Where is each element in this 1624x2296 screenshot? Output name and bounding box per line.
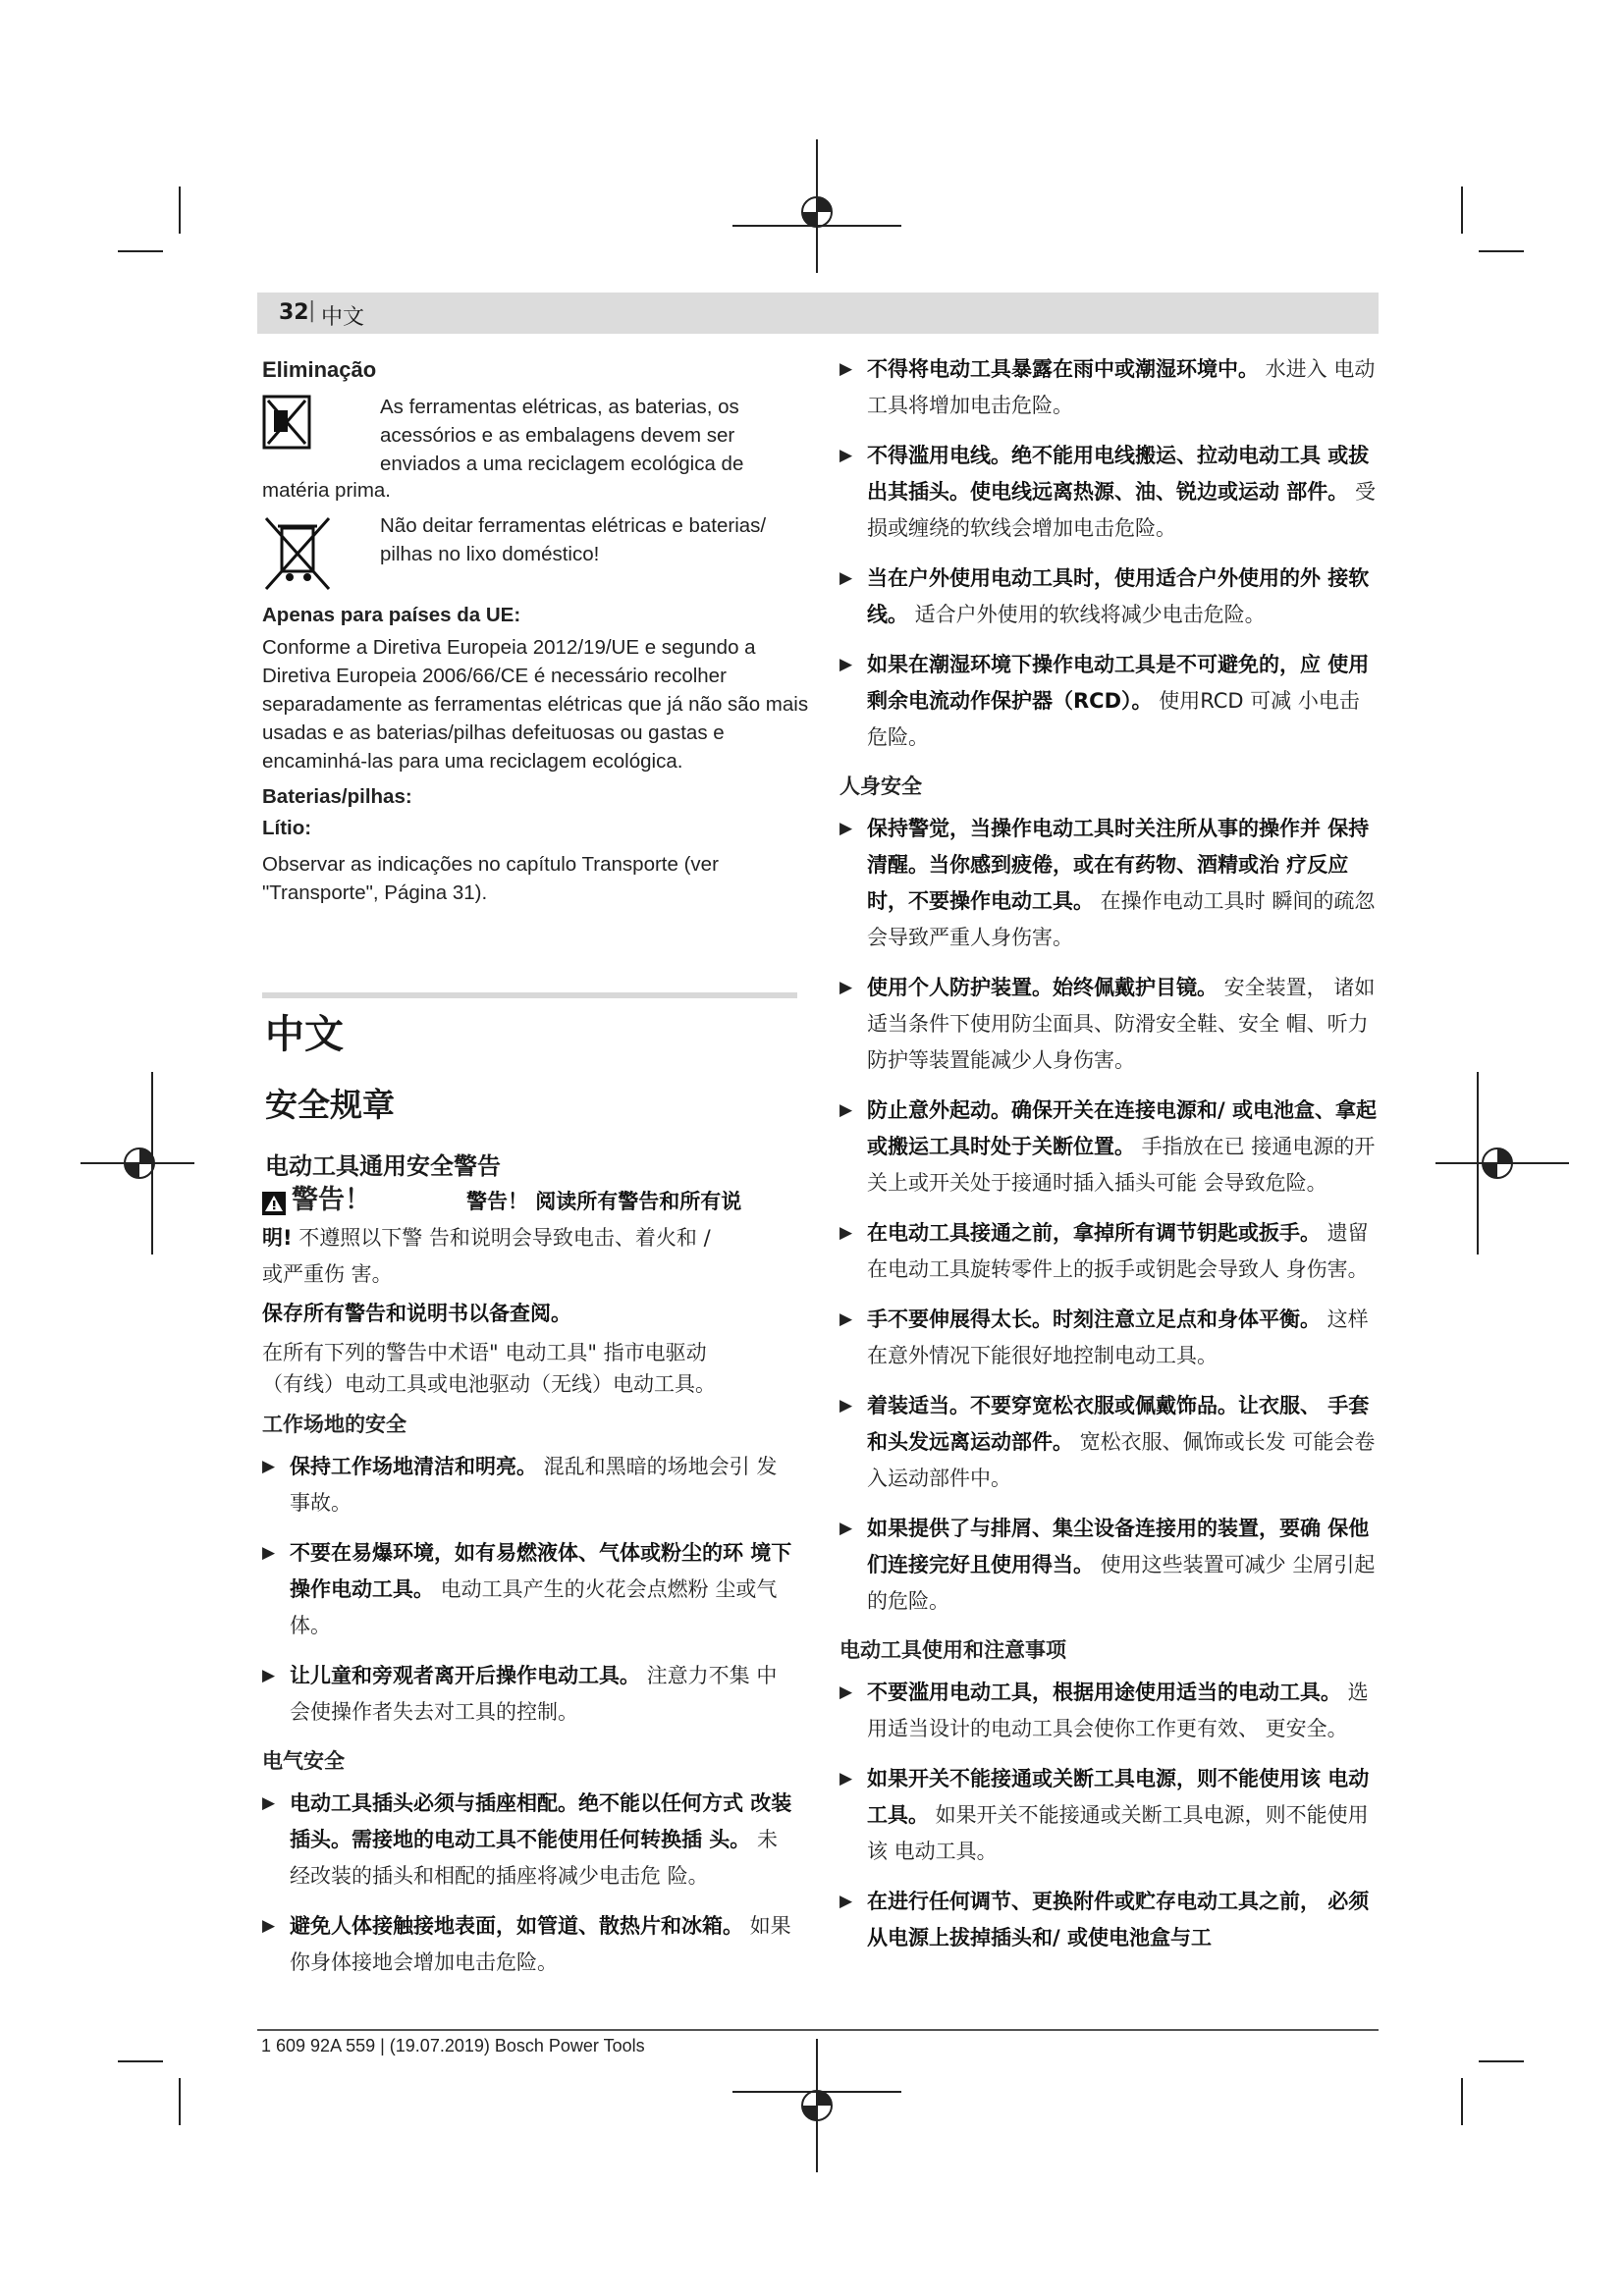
bullet-triangle-icon: ▶ bbox=[839, 1396, 853, 1415]
paragraph-lithium: Observar as indicações no capítulo Transporte (ver "Transporte", Página 31). bbox=[262, 853, 719, 904]
list-item: ▶ 不得滥用电线。绝不能用电线搬运、拉动电动工具 或拔出其插头。使电线远离热源、油、锐边或运动 部件。 受损或缠绕的软线会增加电击危险。 bbox=[839, 438, 1378, 547]
list-item: ▶ 使用个人防护装置。始终佩戴护目镜。 安全装置， 诸如适当条件下使用防尘面具、防滑安全鞋、安全 帽、听力防护等装置能减少人身伤害。 bbox=[839, 970, 1378, 1079]
crossed-bin-icon bbox=[262, 514, 333, 593]
crop-mark bbox=[179, 187, 181, 234]
list-item: ▶ 不要滥用电动工具，根据用途使用适当的电动工具。 选用适当设计的电动工具会使你工作更有效、 更安全。 bbox=[839, 1675, 1378, 1747]
page-footer: 1 609 92A 559 | (19.07.2019) Bosch Power Tools bbox=[261, 2036, 645, 2056]
header-separator: | bbox=[308, 298, 316, 323]
crop-mark bbox=[1461, 187, 1463, 234]
subsection-title-general-warnings: 电动工具通用安全警告 bbox=[265, 1152, 501, 1180]
left-column-lists bbox=[262, 1402, 797, 1995]
list-item: ▶ 如果提供了与排屑、集尘设备连接用的装置，要确 保他们连接完好且使用得当。 使用这些装置可减少 尘屑引起的危险。 bbox=[839, 1511, 1378, 1620]
registration-mark-icon bbox=[79, 1070, 196, 1256]
registration-mark-icon bbox=[729, 2037, 905, 2174]
registration-mark-icon bbox=[729, 137, 905, 275]
bullet-triangle-icon: ▶ bbox=[839, 1769, 853, 1789]
bullet-triangle-icon: ▶ bbox=[262, 1793, 276, 1813]
recycle-battery-icon bbox=[262, 393, 311, 452]
list-item: ▶ 如果在潮湿环境下操作电动工具是不可避免的，应 使用剩余电流动作保护器（RCD）。 使用RCD 可减 小电击危险。 bbox=[839, 647, 1378, 756]
page-number: 32 bbox=[279, 300, 309, 325]
section-title-batteries: Baterias/pilhas: bbox=[262, 785, 412, 808]
keep-instructions: 保存所有警告和说明书以备查阅。 bbox=[262, 1302, 571, 1325]
crop-mark bbox=[118, 250, 163, 252]
list-item: ▶ 在进行任何调节、更换附件或贮存电动工具之前， 必须从电源上拔掉插头和/ 或使电池盒与工 bbox=[839, 1884, 1378, 1956]
warning-block: 警告！ 警告！ 阅读所有警告和所有说 明! 不遵照以下警 告和说明会导致电击、着火和 / 或严重伤 害。 bbox=[262, 1184, 797, 1293]
paragraph-eu: Conforme a Diretiva Europeia 2012/19/UE e segundo a Diretiva Europeia 2006/66/CE é necessário recolher separadamente as ferramentas elétricas que já não são mais usadas e as baterias/pilhas defeituosas ou gastas e encaminhá-las para uma reciclagem ecológica. bbox=[262, 636, 809, 773]
personal-safety-title: 人身安全 bbox=[839, 774, 922, 798]
page-header bbox=[257, 293, 1379, 334]
list-item: ▶ 保持工作场地清洁和明亮。 混乱和黑暗的场地会引 发事故。 bbox=[262, 1449, 797, 1522]
list-item: ▶ 不得将电动工具暴露在雨中或潮湿环境中。 水进入 电动工具将增加电击危险。 bbox=[839, 351, 1378, 424]
bullet-triangle-icon: ▶ bbox=[839, 1223, 853, 1243]
electric-safety-title: 电气安全 bbox=[262, 1749, 345, 1773]
bullet-triangle-icon: ▶ bbox=[839, 568, 853, 588]
list-item: ▶ 不要在易爆环境，如有易燃液体、气体或粉尘的环 境下操作电动工具。 电动工具产生的火花会点燃粉 尘或气体。 bbox=[262, 1535, 797, 1644]
crop-mark bbox=[1461, 2078, 1463, 2125]
term-definition: 在所有下列的警告中术语" 电动工具" 指市电驱动 （有线）电动工具或电池驱动（无线）电动工具。 bbox=[262, 1341, 716, 1396]
list-item: ▶ 如果开关不能接通或关断工具电源，则不能使用该 电动工具。 如果开关不能接通或关断工具电源，则不能使用该 电动工具。 bbox=[839, 1761, 1378, 1870]
list-item: ▶ 电动工具插头必须与插座相配。绝不能以任何方式 改装插头。需接地的电动工具不能使用任何转换插 头。 未经改装的插头和相配的插座将减少电击危 险。 bbox=[262, 1786, 797, 1895]
bullet-triangle-icon: ▶ bbox=[839, 1519, 853, 1538]
crop-mark bbox=[118, 2060, 163, 2062]
section-title-eu: Apenas para países da UE: bbox=[262, 604, 521, 626]
section-title-elimination: Eliminação bbox=[262, 357, 377, 382]
tool-use-title: 电动工具使用和注意事项 bbox=[839, 1638, 1066, 1662]
bullet-triangle-icon: ▶ bbox=[839, 1100, 853, 1120]
list-item: ▶ 防止意外起动。确保开关在连接电源和/ 或电池盒、拿起或搬运工具时处于关断位置。 手指放在已 接通电源的开关上或开关处于接通时插入插头可能 会导致危险。 bbox=[839, 1093, 1378, 1201]
paragraph-no-household-waste: Não deitar ferramentas elétricas e baterias/ pilhas no lixo doméstico! bbox=[380, 514, 767, 565]
bullet-triangle-icon: ▶ bbox=[839, 1892, 853, 1911]
work-area-title: 工作场地的安全 bbox=[262, 1413, 406, 1436]
bullet-triangle-icon: ▶ bbox=[839, 819, 853, 838]
language-title: 中文 bbox=[265, 1012, 344, 1057]
list-item: ▶ 着装适当。不要穿宽松衣服或佩戴饰品。让衣服、 手套和头发远离运动部件。 宽松衣服、佩饰或长发 可能会卷入运动部件中。 bbox=[839, 1388, 1378, 1497]
bullet-triangle-icon: ▶ bbox=[262, 1543, 276, 1563]
bullet-triangle-icon: ▶ bbox=[839, 1682, 853, 1702]
crop-mark bbox=[1479, 250, 1524, 252]
crop-mark bbox=[179, 2078, 181, 2125]
footer-rule bbox=[257, 2029, 1379, 2031]
bullet-triangle-icon: ▶ bbox=[839, 655, 853, 674]
paragraph-recycling-tail: matéria prima. bbox=[262, 479, 392, 502]
list-item: ▶ 避免人体接触接地表面，如管道、散热片和冰箱。 如果你身体接地会增加电击危险。 bbox=[262, 1908, 797, 1981]
bullet-triangle-icon: ▶ bbox=[839, 1309, 853, 1329]
warning-triangle-icon bbox=[262, 1192, 286, 1215]
bullet-triangle-icon: ▶ bbox=[262, 1666, 276, 1685]
list-item: ▶ 在电动工具接通之前，拿掉所有调节钥匙或扳手。 遗留在电动工具旋转零件上的扳手或钥匙会导致人 身伤害。 bbox=[839, 1215, 1378, 1288]
list-item: ▶ 手不要伸展得太长。时刻注意立足点和身体平衡。 这样在意外情况下能很好地控制电动工具。 bbox=[839, 1302, 1378, 1374]
registration-mark-icon bbox=[1434, 1070, 1571, 1256]
warning-label: 警告！ bbox=[292, 1185, 371, 1215]
section-title-lithium: Lítio: bbox=[262, 817, 312, 839]
list-item: ▶ 当在户外使用电动工具时，使用适合户外使用的外 接软线。 适合户外使用的软线将减少电击危险。 bbox=[839, 561, 1378, 633]
list-item: ▶ 保持警觉，当操作电动工具时关注所从事的操作并 保持清醒。当你感到疲倦，或在有药物、酒精或治 疗反应时，不要操作电动工具。 在操作电动工具时 瞬间的疏忽会导致严重人身伤害。 bbox=[839, 811, 1378, 956]
bullet-triangle-icon: ▶ bbox=[839, 978, 853, 997]
crop-mark bbox=[1479, 2060, 1524, 2062]
bullet-triangle-icon: ▶ bbox=[262, 1457, 276, 1476]
header-language: 中文 bbox=[321, 305, 365, 330]
paragraph-recycling: As ferramentas elétricas, as baterias, os acessórios e as embalagens devem ser enviados a uma reciclagem ecológica de bbox=[380, 396, 744, 475]
bullet-triangle-icon: ▶ bbox=[839, 359, 853, 379]
list-item: ▶ 让儿童和旁观者离开后操作电动工具。 注意力不集 中会使操作者失去对工具的控制。 bbox=[262, 1658, 797, 1731]
bullet-triangle-icon: ▶ bbox=[262, 1916, 276, 1936]
right-column-lists bbox=[839, 351, 1378, 1970]
bullet-triangle-icon: ▶ bbox=[839, 446, 853, 465]
warning-heading: 警告！ 阅读所有警告和所有说 bbox=[466, 1190, 742, 1213]
section-divider bbox=[262, 992, 797, 998]
section-title-safety: 安全规章 bbox=[265, 1086, 395, 1124]
